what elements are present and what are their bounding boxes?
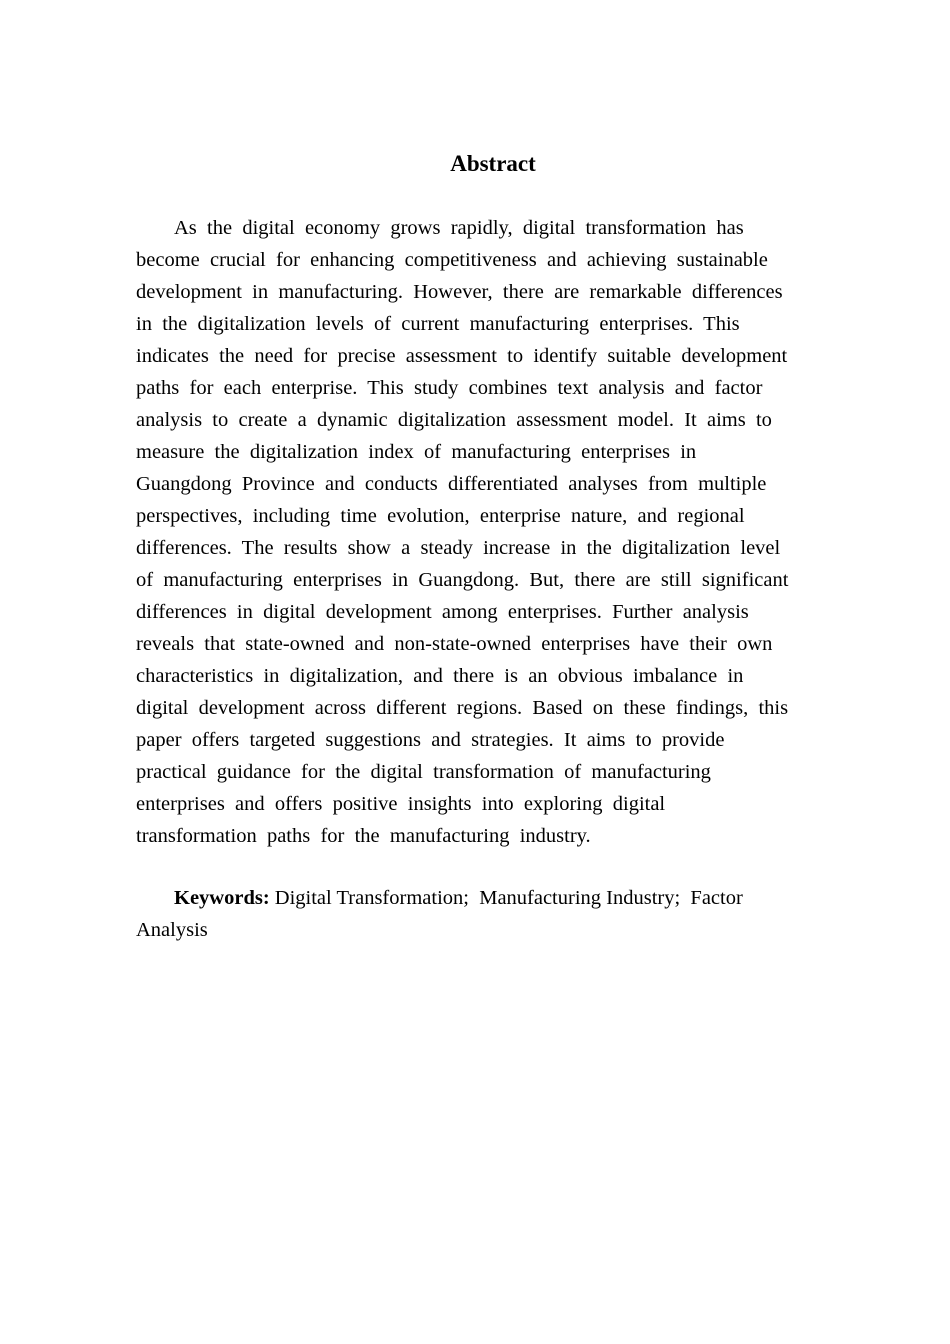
abstract-line: indicates the need for precise assessment to identify suitable development xyxy=(136,345,788,367)
abstract-line: As the digital economy grows rapidly, digital transformation has xyxy=(174,217,744,239)
abstract-line: analysis to create a dynamic digitalization assessment model. It aims to xyxy=(136,409,772,431)
abstract-line: transformation paths for the manufacturing industry. xyxy=(136,825,591,847)
keywords-line xyxy=(136,882,848,914)
abstract-line: in the digitalization levels of current manufacturing enterprises. This xyxy=(136,313,740,335)
abstract-line: differences. The results show a steady increase in the digitalization level xyxy=(136,537,781,559)
abstract-body xyxy=(136,212,848,852)
abstract-line: practical guidance for the digital transformation of manufacturing xyxy=(136,761,711,783)
keywords-label: Keywords: xyxy=(174,887,270,909)
keywords-block xyxy=(136,882,848,946)
abstract-line: characteristics in digitalization, and there is an obvious imbalance in xyxy=(136,665,744,687)
abstract-line: Guangdong Province and conducts differentiated analyses from multiple xyxy=(136,473,767,495)
abstract-line: measure the digitalization index of manufacturing enterprises in xyxy=(136,441,697,463)
abstract-title: Abstract xyxy=(450,151,536,176)
abstract-line: reveals that state-owned and non-state-owned enterprises have their own xyxy=(136,633,773,655)
abstract-line: differences in digital development among enterprises. Further analysis xyxy=(136,601,749,623)
keywords-list: Digital Transformation; Manufacturing Industry; Factor xyxy=(269,887,743,909)
abstract-line: of manufacturing enterprises in Guangdong. But, there are still significant xyxy=(136,569,789,591)
abstract-line: digital development across different regions. Based on these findings, this xyxy=(136,697,789,719)
abstract-line: perspectives, including time evolution, enterprise nature, and regional xyxy=(136,505,745,527)
abstract-line: paper offers targeted suggestions and strategies. It aims to provide xyxy=(136,729,725,751)
keywords-continuation: Analysis xyxy=(136,919,208,941)
abstract-line: enterprises and offers positive insights into exploring digital xyxy=(136,793,666,815)
abstract-line: paths for each enterprise. This study combines text analysis and factor xyxy=(136,377,763,399)
abstract-line: become crucial for enhancing competitiveness and achieving sustainable xyxy=(136,249,768,271)
abstract-line: development in manufacturing. However, there are remarkable differences xyxy=(136,281,783,303)
